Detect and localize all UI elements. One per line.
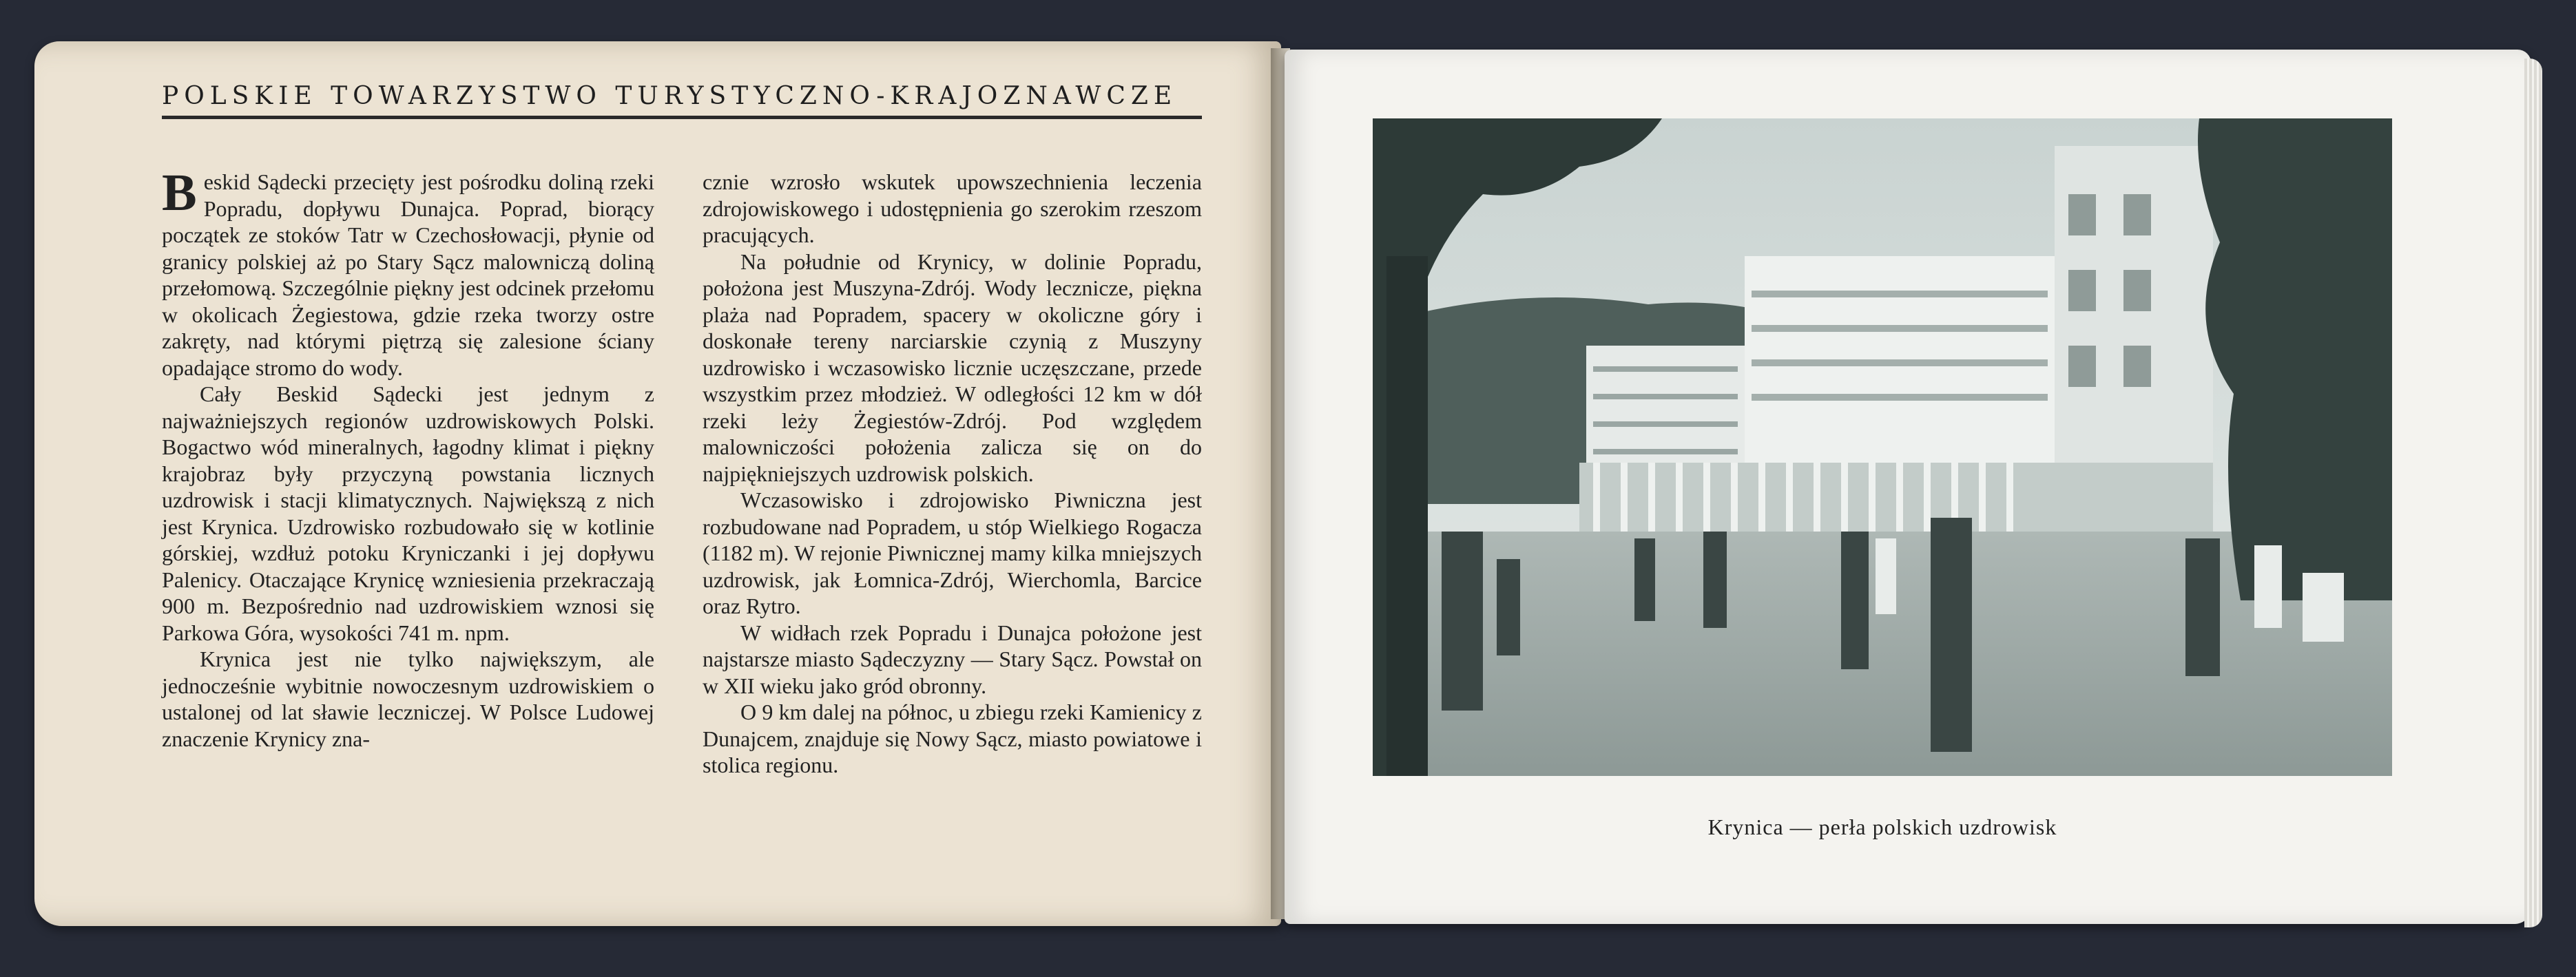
photo-illustration [1373, 118, 2392, 776]
paragraph: Wczasowisko i zdrojowisko Piwniczna jest rozbudowane nad Popradem, u stóp Wielkiego Rogacza (1182 m). W rejonie Piwnicznej mamy kilka mniejszych uzdrowisk, jak Łomnica-Zdrój, Wierchomla, Barcice oraz Rytro. [703, 487, 1202, 618]
paragraph [162, 164, 654, 381]
paragraph: Krynica jest nie tylko największym, ale jednocześnie wybitnie nowoczesnym uzdrowiskiem o ustalonej od lat sławie leczniczej. W Polsce Ludowej znaczenie Krynicy zna- [162, 647, 654, 751]
text-column-right [703, 169, 1202, 779]
tree-trunk [1386, 256, 1428, 776]
krynica-photo [1373, 118, 2392, 776]
paragraph: cznie wzrosło wskutek upowszechnienia leczenia zdrojowiskowego i udostępnienia go szerokim rzeszom pracujących. [703, 169, 1202, 247]
paragraph: Cały Beskid Sądecki jest jednym z najważniejszych regionów uzdrowiskowych Polski. Bogactwo wód mineralnych, łagodny klimat i piękny krajobraz były przyczyną powstania licznych uzdrowisk i stacji klimatycznych. Największą z nich jest Krynica. Uzdrowisko rozbudowało się w kotlinie górskiej, wzdłuż potoku Kryniczanki i jej dopływu Palenicy. Otaczające Krynicę wzniesienia przekraczają 900 m. Bezpośrednio nad uzdrowiskiem wznosi się Parkowa Góra, wysokości 741 m. npm. [162, 381, 654, 645]
page-header: POLSKIE TOWARZYSTWO TURYSTYCZNO-KRAJOZNAWCZE [162, 77, 1202, 119]
drop-cap: B [162, 164, 197, 222]
paragraph: Na południe od Krynicy, w dolinie Popradu, położona jest Muszyna-Zdrój. Wody lecznicze, piękna plaża nad Popradem, spacery w okoliczne góry i doskonałe tereny narciarskie czynią z Muszyny uzdrowisko i wczasowisko licznie uczęszczane, przede wszystkim przez młodzież. W odległości 12 km w dół rzeki leży Żegiestów-Zdrój. Pod względem malowniczości położenia zalicza się on do najpiękniejszych uzdrowisk polskich. [703, 249, 1202, 486]
paragraph: O 9 km dalej na północ, u zbiegu rzeki Kamienicy z Dunajcem, znajduje się Nowy Sącz, miasto powiatowe i stolica regionu. [703, 700, 1202, 777]
paragraph-text: eskid Sądecki przecięty jest pośrodku doliną rzeki Popradu, dopływu Dunajca. Poprad, biorący początek ze stoków Tatr w Czechosłowacji, płynie od granicy polskiej aż po Stary Sącz malowniczą doliną przełomową. Szczególnie piękny jest odcinek przełomu w okolicach Żegiestowa, gdzie rzeka tworzy ostre zakręty, nad którymi piętrzą się zalesione ściany opadające stromo do wody. [162, 169, 654, 380]
text-column-left [162, 164, 654, 752]
photo-caption: Krynica — perła polskich uzdrowisk [1707, 815, 2057, 839]
page-edges [2524, 59, 2542, 927]
paragraph: W widłach rzek Popradu i Dunajca położone jest najstarsze miasto Sądeczyzny — Stary Sącz. Powstał on w XII wieku jako gród obronny. [703, 620, 1202, 698]
